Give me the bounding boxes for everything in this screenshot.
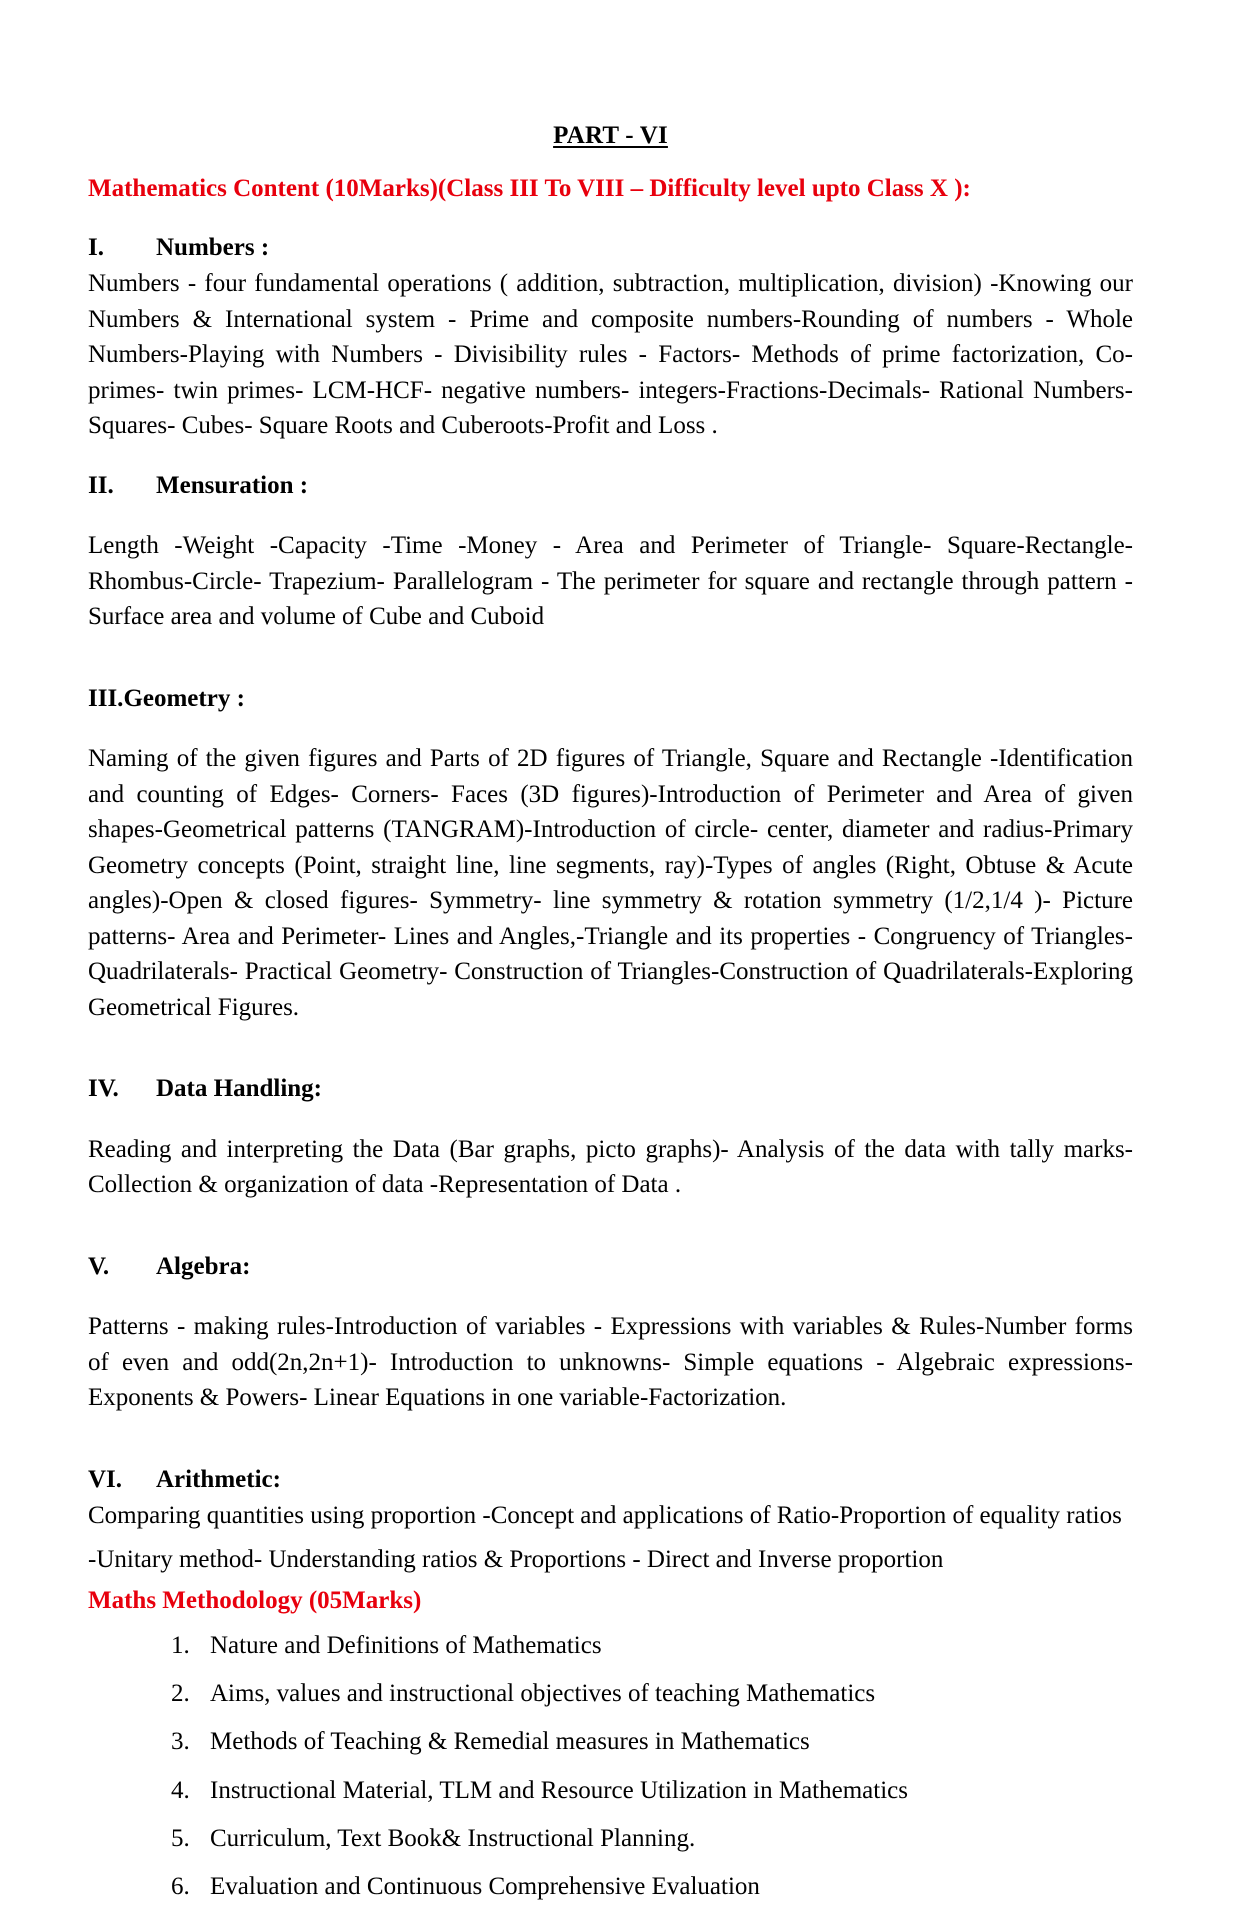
- section-heading-numbers: [88, 232, 1133, 265]
- section-title-geometry: Geometry :: [123, 684, 245, 712]
- section-title-data-handling: Data Handling:: [156, 1075, 323, 1103]
- part-title-text: PART - VI: [553, 122, 668, 149]
- section-body-algebra: Patterns - making rules-Introduction of variables - Expressions with variables & Rules-Number forms of even and odd(2n,2n+1)- Introduction to unknowns- Simple equations - Algebraic expressions-Exponents & Powers- Linear Equations in one variable-Factorization.: [88, 1313, 1133, 1412]
- section-body-data-handling: Reading and interpreting the Data (Bar graphs, picto graphs)- Analysis of the data with tally marks-Collection & organization of data -Representation of Data .: [88, 1135, 1133, 1199]
- subject-heading: Mathematics Content (10Marks)(Class III To VIII – Difficulty level upto Class X ):: [88, 175, 971, 203]
- section-numeral-iii: III.: [88, 684, 124, 712]
- section-heading-geometry: [88, 683, 1133, 716]
- section-numeral-vi: VI.: [88, 1465, 123, 1493]
- section-numeral-ii: II.: [88, 471, 114, 499]
- list-item: 6. Evaluation and Continuous Comprehensive Evaluation: [196, 1869, 1133, 1905]
- part-title: [88, 120, 1133, 151]
- list-item: 2. Aims, values and instructional objectives of teaching Mathematics: [196, 1676, 1133, 1712]
- section-heading-arithmetic: [88, 1464, 1133, 1497]
- section-heading-mensuration: [88, 470, 1133, 503]
- spacer: [88, 635, 1133, 657]
- section-body-mensuration: Length -Weight -Capacity -Time -Money - Area and Perimeter of Triangle- Square-Rectangle-Rhombus-Circle- Trapezium- Parallelogram - The perimeter for square and rectangle through pattern - Surface area and volume of Cube and Cuboid: [88, 532, 1133, 631]
- methodology-list: [88, 1628, 1133, 1905]
- methodology-heading: Maths Methodology (05Marks): [88, 1587, 422, 1615]
- spacer: [88, 1025, 1133, 1047]
- list-item: 4. Instructional Material, TLM and Resource Utilization in Mathematics: [196, 1773, 1133, 1809]
- section-numeral-iv: IV.: [88, 1075, 119, 1103]
- section-heading-data-handling: [88, 1073, 1133, 1106]
- section-title-mensuration: Mensuration :: [156, 471, 309, 499]
- section-body-arithmetic-line-2: -Unitary method- Understanding ratios & Proportions - Direct and Inverse proportion: [88, 1545, 944, 1573]
- section-title-algebra: Algebra:: [156, 1252, 251, 1280]
- document-content: [88, 120, 1133, 1905]
- section-body-numbers: Numbers - four fundamental operations ( addition, subtraction, multiplication, division) -Knowing our Numbers & International system - Prime and composite numbers-Rounding of numbers - Whole Numbers-Playing with Numbers - Divisibility rules - Factors- Methods of prime factorization, Co-primes- twin primes- LCM-HCF- negative numbers- integers-Fractions-Decimals- Rational Numbers-Squares- Cubes- Square Roots and Cuberoots-Profit and Loss .: [88, 270, 1133, 440]
- section-numeral-v: V.: [88, 1252, 110, 1280]
- section-body-arithmetic-line-1: Comparing quantities using proportion -Concept and applications of Ratio-Proportion of equality ratios: [88, 1502, 1122, 1530]
- spacer: [88, 1203, 1133, 1225]
- section-numeral-i: I.: [88, 233, 104, 261]
- section-body-geometry: Naming of the given figures and Parts of 2D figures of Triangle, Square and Rectangle -Identification and counting of Edges- Corners- Faces (3D figures)-Introduction of Perimeter and Area of given shapes-Geometrical patterns (TANGRAM)-Introduction of circle- center, diameter and radius-Primary Geometry concepts (Point, straight line, line segments, ray)-Types of angles (Right, Obtuse & Acute angles)-Open & closed figures- Symmetry- line symmetry & rotation symmetry (1/2,1/4 )- Picture patterns- Area and Perimeter- Lines and Angles,-Triangle and its properties - Congruency of Triangles-Quadrilaterals- Practical Geometry- Construction of Triangles-Construction of Quadrilaterals-Exploring Geometrical Figures.: [88, 745, 1133, 1021]
- section-title-numbers: Numbers :: [156, 233, 270, 261]
- spacer: [88, 1416, 1133, 1438]
- section-heading-algebra: [88, 1251, 1133, 1284]
- list-item: 3. Methods of Teaching & Remedial measures in Mathematics: [196, 1724, 1133, 1760]
- list-item: 1. Nature and Definitions of Mathematics: [196, 1628, 1133, 1664]
- section-title-arithmetic: Arithmetic:: [156, 1465, 281, 1493]
- list-item: 5. Curriculum, Text Book& Instructional Planning.: [196, 1821, 1133, 1857]
